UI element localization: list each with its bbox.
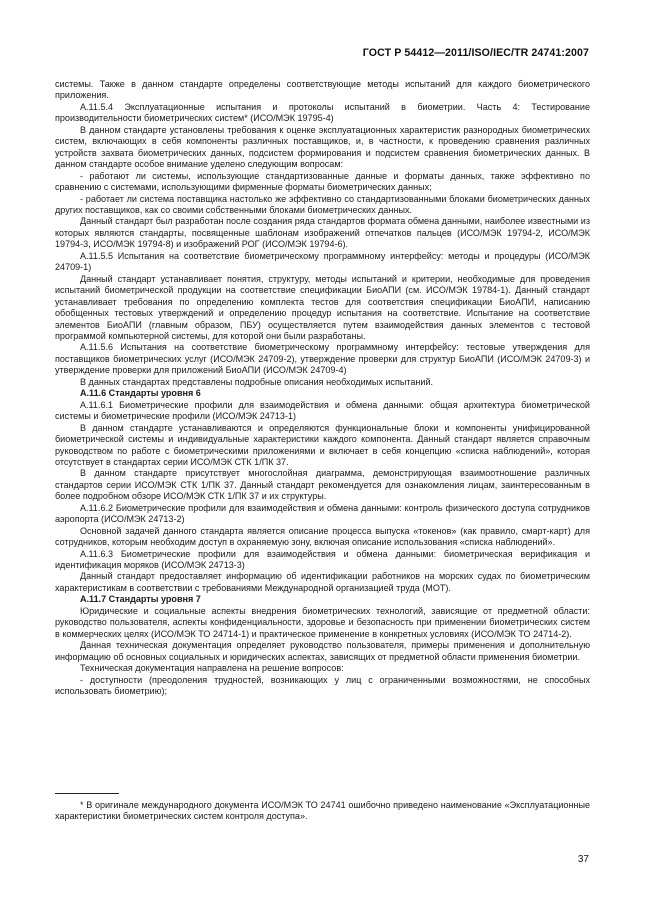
paragraph: А.11.5.4 Эксплуатационные испытания и протоколы испытаний в биометрии. Часть 4: Тестирование производительности биометрических систем* (ИСО/МЭК 19795-4) xyxy=(55,101,590,124)
main-text xyxy=(55,79,590,697)
paragraph: А.11.6.2 Биометрические профили для взаимодействия и обмена данными: контроль физического доступа сотрудников аэропорта (ИСО/МЭК 24713-2) xyxy=(55,502,590,525)
section-heading: А.11.6 Стандарты уровня 6 xyxy=(80,388,201,399)
section-heading: А.11.7 Стандарты уровня 7 xyxy=(80,594,201,605)
paragraph: В данном стандарте присутствует многослойная диаграмма, демонстрирующая взаимоотношение различных стандартов серии ИСО/МЭК СТК 1/ПК 37. Данный стандарт рекомендуется для ознакомления лицам, заинтересованным в более подробном обзоре ИСО/МЭК СТК 1/ПК 37 и их структуры. xyxy=(55,468,590,502)
paragraph: Данный стандарт был разработан после создания ряда стандартов формата обмена данными, наиболее известными из которых являются стандарты, посвященные шаблонам изображений отпечатков пальцев (ИСО/МЭК 19794-2, ИСО/МЭК 19794-3, ИСО/МЭК 19794-8) и изображений РОГ (ИСО/МЭК 19794-6). xyxy=(55,216,590,250)
paragraph: Техническая документация направлена на решение вопросов: xyxy=(80,663,344,674)
paragraph: - работают ли системы, использующие стандартизованные данные и форматы данных, также эффективно по сравнению с системами, использующими фирменные форматы биометрических данных; xyxy=(55,170,590,193)
paragraph: - работает ли система поставщика настолько же эффективно со стандартизованными блоками биометрических данных других поставщиков, как со своими собственными блоками биометрических данных. xyxy=(55,193,590,215)
page-number: 37 xyxy=(577,854,589,865)
paragraph: А.11.6.1 Биометрические профили для взаимодействия и обмена данными: общая архитектура биометрической системы и биометрические профили (ИСО/МЭК 24713-1) xyxy=(55,399,590,422)
paragraph: Данный стандарт предоставляет информацию об идентификации работников на морских судах по биометрическим характеристикам в соответствии с требованиями Международной организацией труда (МОТ). xyxy=(55,571,590,593)
paragraph: Основной задачей данного стандарта является описание процесса выпуска «токенов» (как правило, смарт-карт) для сотрудников, которым необходим доступ в охраняемую зону, включая описание использования «списка наблюдений». xyxy=(55,525,590,548)
paragraph: В данном стандарте установлены требования к оценке эксплуатационных характеристик разнородных биометрических систем, включающих в себя компоненты различных поставщиков, и, в частности, к проведению сравнения различных устройств захвата биометрических данных, подсистем формирования и подсистем сравнения биометрических данных. В данном стандарте особое внимание уделено следующим вопросам: xyxy=(55,124,590,170)
document-header: ГОСТ Р 54412—2011/ISO/IEC/TR 24741:2007 xyxy=(362,47,589,59)
paragraph: В данном стандарте устанавливаются и определяются функциональные блоки и компоненты унифицированной биометрической системы и индивидуальные характеристики каждого компонента. Данный стандарт является справочным руководством по работе с биометрическими приложениями и включает в себя концепцию «списка наблюдений», которая отсутствует в стандартах серии ИСО/МЭК СТК 1/ПК 37. xyxy=(55,422,590,467)
footnote-divider xyxy=(55,793,119,794)
paragraph: А.11.6.3 Биометрические профили для взаимодействия и обмена данными: биометрическая верификация и идентификация моряков (ИСО/МЭК 24713-3) xyxy=(55,548,590,571)
paragraph: В данных стандартах представлены подробные описания необходимых испытаний. xyxy=(80,376,434,387)
paragraph: Данная техническая документация определяет руководство пользователя, примеры применения и дополнительную информацию об основных социальных и юридических аспектах, зависящих от предметной области применения биометрии. xyxy=(55,640,590,662)
paragraph: - доступности (преодоления трудностей, возникающих у лиц с ограниченными возможностями, не способных использовать биометрию); xyxy=(55,674,590,697)
paragraph: Данный стандарт устанавливает понятия, структуру, методы испытаний и критерии, необходимые для проведения испытаний биометрической продукции на соответствие спецификации БиоАПИ (см. ИСО/МЭК 19784-1). Данный стандарт устанавливает требования по определению комплекта тестов для соответствия спецификации БиоАПИ, написанию обобщенных тестовых утверждений и определению процедур испытания на соответствие. Испытание на соответствие элементов БиоАПИ (главным образом, ПБУ) осуществляется путем взаимодействия данных элементов с тестовой программой компьютерной системы, для которой они были разработаны. xyxy=(55,273,590,341)
footnote: * В оригинале международного документа ИСО/МЭК ТО 24741 ошибочно приведено наименование «Эксплуатационные характеристики биометрических систем контроля доступа». xyxy=(55,800,590,822)
paragraph: Юридические и социальные аспекты внедрения биометрических технологий, зависящие от предметной области: руководство пользователя, аспекты конфиденциальности, здоровье и безопасность при применении биометрических систем в коммерческих целях (ИСО/МЭК ТО 24714-1) и практическое применение в конкретных условиях (ИСО/МЭК ТО 24714-2). xyxy=(55,605,590,639)
paragraph: А.11.5.5 Испытания на соответствие биометрическому программному интерфейсу: методы и процедуры (ИСО/МЭК 24709-1) xyxy=(55,250,590,273)
paragraph: А.11.5.6 Испытания на соответствие биометрическому программному интерфейсу: тестовые утверждения для поставщиков биометрических услуг (ИСО/МЭК 24709-2), утверждение проверки для структур БиоАПИ (ИСО/МЭК 24709-3) и утверждение проверки для приложений БиоАПИ (ИСО/МЭК 24709-4) xyxy=(55,342,590,376)
paragraph: системы. Также в данном стандарте определены соответствующие методы испытаний для каждого биометрического приложения. xyxy=(55,79,590,101)
